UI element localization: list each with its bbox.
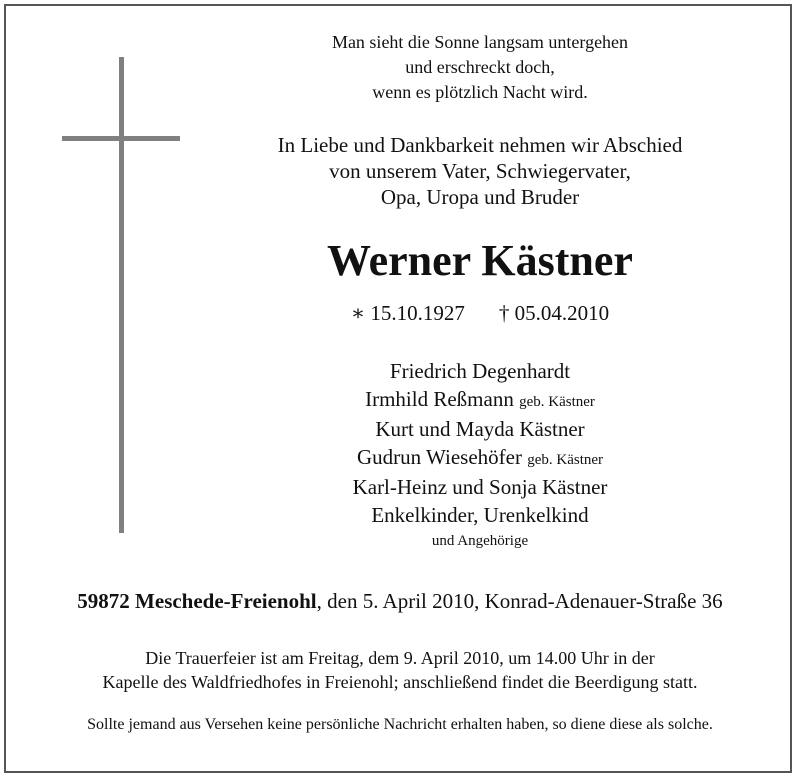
survivor-maiden-name: geb. Kästner	[527, 451, 604, 468]
intro-line: von unserem Vater, Schwiegervater,	[329, 159, 631, 183]
poem-line: Man sieht die Sonne langsam untergehen	[331, 32, 629, 52]
poem-line: und erschreckt doch,	[405, 57, 555, 77]
farewell-intro	[250, 132, 710, 210]
survivor-name: Irmhild Reßmann	[365, 386, 514, 411]
survivor-name: Kurt und Mayda Kästner	[375, 417, 585, 441]
life-dates	[250, 298, 710, 328]
survivor-entry	[250, 416, 710, 444]
town: 59872 Meschede-Freienohl	[77, 589, 317, 613]
survivor-maiden-name: geb. Kästner	[519, 393, 595, 410]
cross-horizontal-bar	[62, 136, 180, 141]
survivor-name: Friedrich Degenhardt	[389, 359, 571, 383]
survivor-entry	[250, 502, 710, 530]
poem-line: wenn es plötzlich Nacht wird.	[372, 82, 588, 102]
funeral-line: Kapelle des Waldfriedhofes in Freienohl; anschließend findet die Beerdigung statt.	[102, 672, 698, 692]
death-date: † 05.04.2010	[498, 301, 610, 325]
cross-vertical-bar	[119, 57, 124, 533]
intro-line: Opa, Uropa und Bruder	[380, 185, 580, 209]
survivor-entry	[250, 358, 710, 386]
survivors-list	[250, 358, 710, 553]
place-date-address	[0, 586, 800, 616]
survivor-entry	[250, 474, 710, 502]
survivor-name: Karl-Heinz und Sonja Kästner	[352, 475, 608, 499]
survivor-entry	[250, 444, 710, 475]
notification-note: Sollte jemand aus Versehen keine persönliche Nachricht erhalten haben, so diene diese als solche.	[87, 716, 713, 733]
deceased-name: Werner Kästner	[327, 236, 633, 285]
relatives-line: und Angehörige	[431, 533, 529, 549]
survivor-name: Enkelkinder, Urenkelkind	[371, 502, 589, 527]
survivor-entry	[250, 386, 710, 417]
poem	[250, 30, 710, 105]
funeral-line: Die Trauerfeier ist am Freitag, dem 9. April 2010, um 14.00 Uhr in der	[145, 648, 655, 668]
funeral-info	[0, 646, 800, 694]
birth-date: ∗ 15.10.1927	[350, 301, 465, 325]
survivor-name: Gudrun Wiesehöfer	[356, 444, 522, 469]
date-address: , den 5. April 2010, Konrad-Adenauer-Straße 36	[316, 589, 723, 613]
intro-line: In Liebe und Dankbarkeit nehmen wir Abschied	[277, 133, 683, 157]
